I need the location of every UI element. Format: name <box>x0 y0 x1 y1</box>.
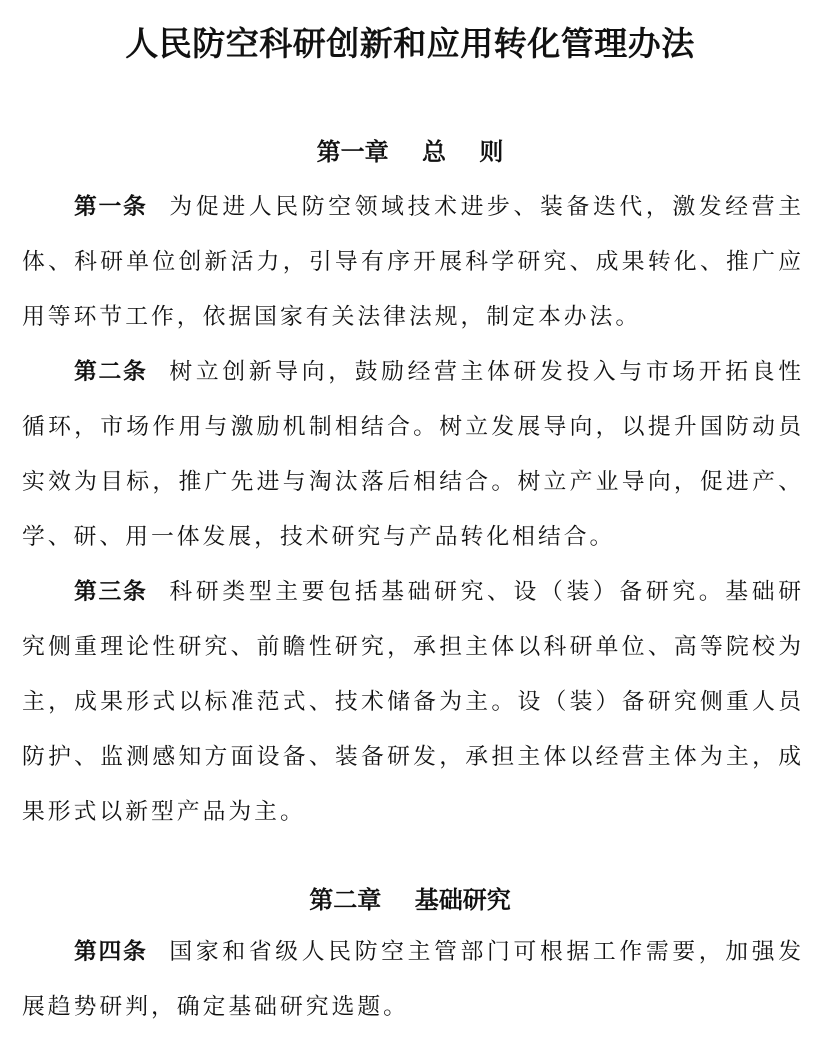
article-3-text: 科研类型主要包括基础研究、设（装）备研究。基础研究侧重理论性研究、前瞻性研究，承担主体以科研单位、高等院校为主，成果形式以标准范式、技术储备为主。设（装）备研究侧重人员防护、监测感知方面设备、装备研发，承担主体以经营主体为主，成果形式以新型产品为主。 <box>22 579 805 825</box>
chapter-heading-general-provisions: 第一章 总 则 <box>316 138 504 166</box>
article-4-label: 第四条 <box>74 939 148 965</box>
article-3-label: 第三条 <box>74 579 148 605</box>
article-1-label: 第一条 <box>74 194 148 220</box>
article-3 <box>22 565 804 840</box>
article-2-text: 树立创新导向，鼓励经营主体研发投入与市场开拓良性循环，市场作用与激励机制相结合。树立发展导向，以提升国防动员实效为目标，推广先进与淘汰落后相结合。树立产业导向，促进产、学、研、用一体发展，技术研究与产品转化相结合。 <box>22 359 805 550</box>
article-4 <box>22 925 804 1035</box>
document-title: 人民防空科研创新和应用转化管理办法 <box>125 24 695 63</box>
article-1 <box>22 180 804 345</box>
article-2 <box>22 345 804 565</box>
article-4-text: 国家和省级人民防空主管部门可根据工作需要，加强发展趋势研判，确定基础研究选题。 <box>22 939 805 1020</box>
chapter-heading-basic-research: 第二章 基础研究 <box>309 886 511 914</box>
article-1-text: 为促进人民防空领域技术进步、装备迭代，激发经营主体、科研单位创新活力，引导有序开展科学研究、成果转化、推广应用等环节工作，依据国家有关法律法规，制定本办法。 <box>22 194 805 330</box>
article-2-label: 第二条 <box>74 359 148 385</box>
